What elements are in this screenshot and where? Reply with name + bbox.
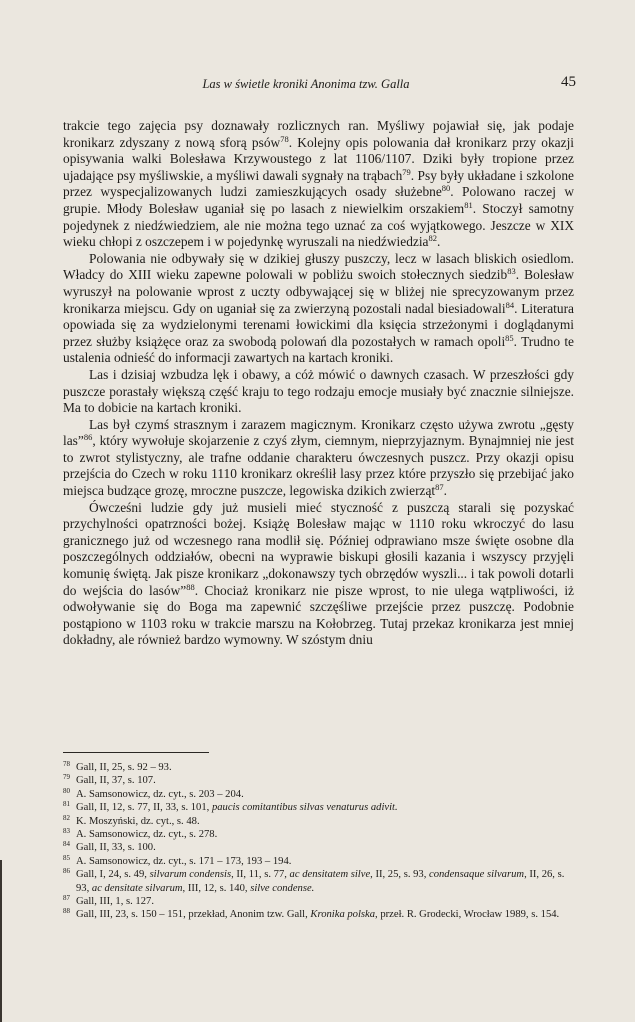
footnote-ref: 79	[402, 166, 411, 177]
text-span: Polowania nie odbywały się w dzikiej głuszy puszczy, lecz w lasach bliskich osiedlom. Władcy do XIII wieku zapewne polowali w pobliżu swoich stołecznych siedzib	[63, 250, 574, 283]
footnote-book-title: Kronika polska	[310, 909, 376, 921]
footnote-ref: 84	[505, 299, 515, 310]
footnote-latin-quote: silvarum condensis	[149, 869, 232, 881]
footnote-text: Gall, II, 25, s. 92 – 93.	[76, 762, 172, 773]
paragraph-3	[63, 367, 574, 417]
footnote-latin-quote: condensaque silvarum	[429, 869, 525, 881]
footnote-text: , II, 26, s. 93,	[76, 869, 565, 894]
text-span: trakcie tego zajęcia psy doznawały rozlicznych ran. Myśliwy pojawiał się, jak podaje kronikarz zdyszany z nową sforą psów	[63, 118, 574, 150]
footnote-text: , przeł. R. Grodecki, Wrocław 1989, s. 154.	[375, 909, 560, 921]
footnote-text: , II, 25, s. 93,	[370, 869, 430, 881]
footnotes	[63, 761, 574, 922]
page-edge-shadow	[0, 860, 2, 1022]
footnote-text: Gall, III, 1, s. 127.	[76, 896, 154, 908]
footnote-number: 78	[63, 760, 70, 768]
text-span: . Trudno te ustalenia odnieść do informacji zawartych na kartach kroniki.	[63, 333, 574, 366]
footnote-83	[63, 828, 574, 841]
footnote-ref: 78	[280, 133, 289, 144]
footnote-number: 79	[63, 773, 70, 782]
footnote-86	[63, 868, 574, 895]
footnote-number: 82	[63, 813, 70, 822]
footnote-number: 87	[63, 894, 70, 903]
footnote-divider	[63, 752, 209, 753]
footnote-number: 84	[63, 840, 70, 849]
footnote-85	[63, 855, 574, 868]
footnote-text: Gall, III, 23, s. 150 – 151, przekład, Anonim tzw. Gall,	[76, 909, 311, 921]
text-span: Ówcześni ludzie gdy już musieli mieć styczność z puszczą starali się pozyskać przychylności opatrzności bożej. Książę Bolesław mając w 1110 roku wkroczyć do lasu granicznego już od wczesnego rana modlił się. Później odprawiano msze święte osobne dla poszczególnych oddziałów, obecni na wyprawie biskupi głosili kazania i wszyscy przyjęli komunię świętą. Jak pisze kronikarz „dokonawszy tych obrzędów wyszli... i tak powoli dotarli do wejścia do lasów”	[63, 499, 574, 598]
paragraph-2	[63, 251, 574, 367]
footnote-number: 83	[63, 827, 70, 836]
footnote-ref: 86	[83, 432, 93, 443]
footnote-87	[63, 895, 574, 908]
footnote-text: A. Samsonowicz, dz. cyt., s. 203 – 204.	[76, 788, 244, 800]
footnote-82	[63, 815, 574, 828]
text-span: . Chociaż kronikarz nie pisze wprost, to nie ulega wątpliwości, iż odwoływanie się do Boga ma zapewnić szczęśliwe przejście przez puszczę. Podobnie postąpiono w 1103 roku w trakcie marszu na Kołobrzeg. Tutaj przekaz kronikarza jest mniej dokładny, ale również bardzo wymowny. W szóstym dniu	[63, 582, 574, 648]
footnote-80	[63, 788, 574, 801]
footnote-84	[63, 841, 574, 854]
footnote-81	[63, 801, 574, 814]
footnote-text: Gall, II, 37, s. 107.	[76, 775, 156, 787]
footnote-ref: 88	[186, 581, 195, 592]
text-span: . Kolejny opis polowania dał kronikarz przy okazji opisywania walki Bolesława Krzywoustego z lat 1106/1107. Dziki były tropione przez ujadające psy myśliwskie, a myśliwi dawali sygnały na trąbach	[63, 134, 575, 183]
footnote-number: 81	[63, 800, 70, 809]
text-span: . Literatura opowiada się za wydzielonymi terenami łowickimi dla księcia strzeżonymi i doglądanymi przez służby książęce oraz za swobodą polowań dla pozostałych w ramach opoli	[63, 300, 574, 349]
text-span: . Polowano raczej w grupie. Młody Bolesław uganiał się po lasach z niewielkim orszakiem	[63, 184, 574, 216]
footnote-text: A. Samsonowicz, dz. cyt., s. 278.	[76, 829, 218, 841]
footnote-number: 86	[63, 867, 70, 876]
footnote-latin-quote: paucis comitantibus silvas venaturus adivit.	[211, 802, 398, 814]
footnote-text: K. Moszyński, dz. cyt., s. 48.	[76, 815, 200, 827]
paragraph-1	[63, 118, 574, 251]
footnote-79	[63, 774, 574, 787]
footnote-text: , II, 11, s. 77,	[231, 869, 290, 881]
footnote-text: Gall, I, 24, s. 49,	[76, 869, 150, 881]
paragraph-4	[63, 417, 574, 500]
footnote-88	[63, 908, 574, 921]
footnote-ref: 83	[507, 266, 516, 277]
text-span: .	[443, 483, 448, 499]
footnote-text: Gall, II, 12, s. 77, II, 33, s. 101,	[76, 802, 212, 814]
footnote-text: , III, 12, s. 140,	[182, 882, 251, 894]
paragraph-5	[63, 500, 574, 649]
text-span: Las i dzisiaj wzbudza lęk i obawy, a cóż mówić o dawnych czasach. W przeszłości gdy puszcze porastały większą część kraju to tego rodzaju emocje musiały być znacznie silniejsze. Ma to dobicie na kartach kroniki.	[63, 366, 574, 416]
text-span: . Stoczył samotny pojedynek z niedźwiedziem, ale nie można tego uznać za coś wyjątkowego. Jeszcze w XIX wieku chłopi z oszczepem i w pojedynkę wyruszali na niedźwiedzia	[63, 200, 574, 250]
footnote-ref: 85	[505, 332, 514, 343]
footnote-latin-quote: silve condense.	[250, 882, 315, 894]
footnote-ref: 80	[441, 183, 451, 194]
footnote-ref: 82	[428, 233, 438, 244]
footnote-text: A. Samsonowicz, dz. cyt., s. 171 – 173, 193 – 194.	[76, 855, 292, 867]
text-span: Las był czymś strasznym i zarazem magicznym. Kronikarz często używa zwrotu „gęsty las”	[63, 416, 574, 449]
running-title: Las w świetle kroniki Anonima tzw. Galla	[202, 77, 410, 91]
main-text	[63, 118, 574, 649]
text-span: , który wywołuje skojarzenie z czyś złym, ciemnym, nieprzyjaznym. Bynajmniej nie jest to zwrot stylistyczny, ale trafne oddanie charakteru ówczesnych puszcz. Przy okazji opisu przejścia do Czech w roku 1110 kronikarz określił lasy przez które przyszło się przebijać jako miejsca budzące grozę, mroczne puszcze, legowiska dzikich zwierząt	[63, 433, 574, 499]
footnote-ref: 81	[464, 199, 473, 210]
text-span: . Psy były układane i szkolone przez wyspecjalizowanych ludzi zamieszkujących osady służebne	[63, 167, 574, 200]
running-header	[36, 74, 576, 94]
footnote-number: 80	[63, 786, 70, 795]
footnote-latin-quote: ac densitate silvarum	[91, 882, 183, 894]
footnote-ref: 87	[435, 482, 444, 493]
text-span: .	[437, 234, 441, 250]
page-number: 45	[561, 74, 576, 90]
footnote-78	[63, 761, 574, 774]
footnote-number: 85	[63, 853, 70, 862]
footnote-latin-quote: ac densitatem silve	[289, 869, 371, 881]
text-span: . Bolesław wyruszył na polowanie wprost z uczty odbywającej się w bliżej nie sprecyzowanym przez kronikarza miejscu. Gdy on uganiał się za zwierzyną pozostali nadal biesiadowali	[63, 267, 574, 316]
footnote-text: Gall, II, 33, s. 100.	[76, 842, 156, 854]
footnote-number: 88	[63, 907, 70, 916]
